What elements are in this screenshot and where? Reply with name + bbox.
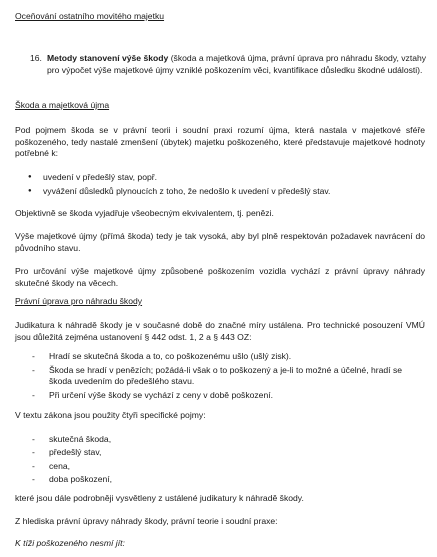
paragraph-terms: V textu zákona jsou použity čtyři specifické pojmy:	[15, 410, 206, 420]
bullet-item: ● uvedení v předešlý stav, popř.	[28, 172, 423, 186]
item-16-title: Metody stanovení výše škody	[47, 53, 169, 63]
paragraph-vehicle: Pro určování výše majetkové újmy způsobené poškozením vozidla vychází z právní úpravy náhrady skutečné škody na věcech.	[15, 266, 425, 288]
dash-item: - předešlý stav,	[32, 447, 427, 460]
dash-item: - Hradí se skutečná škoda a to, co poškozenému ušlo (ušlý zisk).	[32, 351, 427, 363]
item-16-description: (škoda a majetková újma, právní úprava pro náhradu škody, vztahy pro výpočet výše majetkové újmy vzniklé poškozením věci, kvantifikace důsledku škodné události).	[47, 53, 427, 75]
item-16-text	[47, 53, 428, 76]
bullet-item: ● vyvážení důsledků plynoucích z toho, že nedošlo k uvedení v předešlý stav.	[28, 186, 423, 200]
paragraph-definition: Pod pojmem škoda se v právní teorii i soudní praxi rozumí újma, která nastala v majetkové sféře poškozeného, tedy nastalé zmenšení (úbytek) majetku poškozeného, které představuje majetkové hodnoty potřebné k:	[15, 125, 425, 159]
dash-list-terms	[32, 434, 427, 488]
dash-item: - doba poškození,	[32, 474, 427, 487]
paragraph-explained: které jsou dále podrobněji vysvětleny z ustálené judikatury k náhradě škody.	[15, 493, 304, 503]
section-heading-skoda: Škoda a majetková újma	[15, 100, 110, 110]
dash-list-provisions	[32, 351, 427, 401]
section-heading-pravni: Právní úprava pro náhradu škody	[15, 296, 143, 306]
dash-item: - Škoda se hradí v penězích; požádá-li však o to poškozený a je-li to možné a účelné, hradí se škoda uvedením do předešlého stavu.	[32, 365, 427, 388]
paragraph-objective: Objektivně se škoda vyjadřuje všeobecným ekvivalentem, tj. penězi.	[15, 208, 274, 218]
paragraph-amount: Výše majetkové újmy (přímá škoda) tedy je tak vysoká, aby byl plně respektován požadavek navrácení do původního stavu.	[15, 231, 425, 253]
dash-item: - cena,	[32, 461, 427, 474]
dash-item: - skutečná škoda,	[32, 434, 427, 447]
paragraph-judikatura: Judikatura k náhradě škody je v současné době do značné míry ustálena. Pro technické posouzení VMÚ jsou důležitá zejména ustanovení § 442 odst. 1, 2 a § 443 OZ:	[15, 320, 425, 342]
dash-item: - Při určení výše škody se vychází z ceny v době poškození.	[32, 390, 427, 402]
paragraph-burden: K tíži poškozeného nesmí jít:	[15, 538, 125, 548]
main-heading: Oceňování ostatního movitého majetku	[15, 11, 165, 21]
paragraph-perspective: Z hlediska právní úpravy náhrady škody, právní teorie i soudní praxe:	[15, 516, 278, 526]
bullet-list	[28, 172, 423, 200]
item-16-number: 16.	[30, 53, 42, 63]
